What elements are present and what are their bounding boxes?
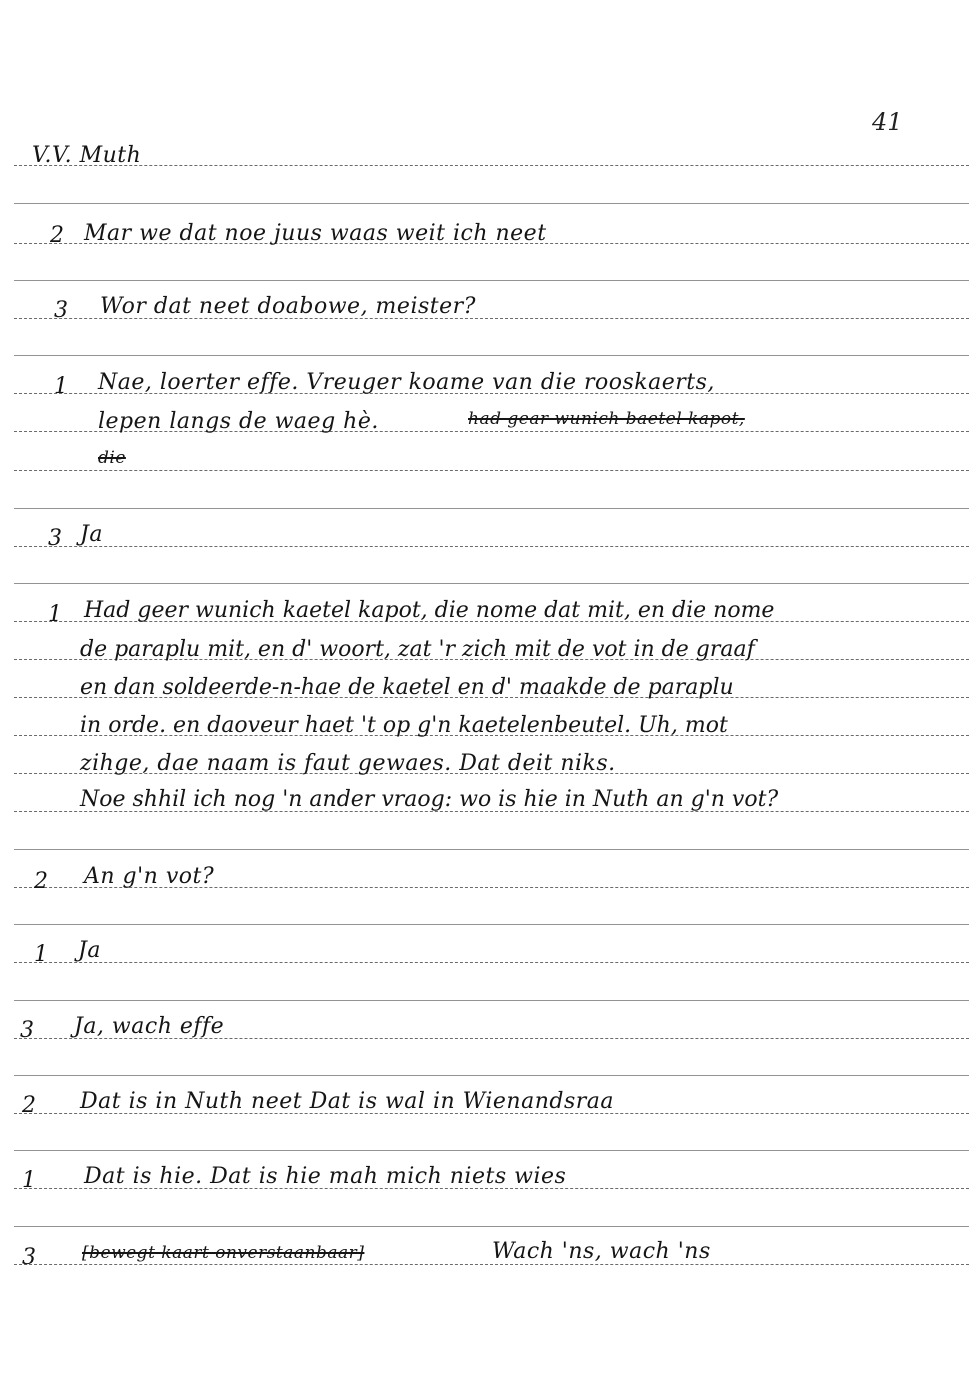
ruled-line bbox=[14, 165, 969, 166]
speaker-number: 1 bbox=[54, 374, 68, 399]
line-text: lepen langs de waeg hè. bbox=[98, 409, 379, 434]
speaker-number: 3 bbox=[22, 1245, 36, 1270]
line-text: in orde. en daoveur haet 't op g'n kaetelenbeutel. Uh, mot bbox=[80, 713, 728, 738]
ruled-line bbox=[14, 1000, 969, 1001]
line-text: Dat is hie. Dat is hie mah mich niets wies bbox=[84, 1164, 567, 1189]
line-text: zihge, dae naam is faut gewaes. Dat deit niks. bbox=[80, 751, 616, 776]
ruled-line bbox=[14, 508, 969, 509]
ruled-line bbox=[14, 583, 969, 584]
ruled-line bbox=[14, 355, 969, 356]
line-text: en dan soldeerde-n-hae de kaetel en d' maakde de paraplu bbox=[80, 675, 734, 700]
header-speaker: V.V. Muth bbox=[32, 143, 142, 168]
speaker-number: 1 bbox=[22, 1168, 36, 1193]
ruled-line bbox=[14, 203, 969, 204]
line-text: Noe shhil ich nog 'n ander vraog: wo is hie in Nuth an g'n vot? bbox=[80, 787, 779, 812]
speaker-number: 1 bbox=[34, 942, 48, 967]
ruled-line bbox=[14, 470, 969, 471]
struck-text: die bbox=[98, 448, 126, 468]
line-text: An g'n vot? bbox=[84, 864, 215, 889]
line-text: Ja, wach effe bbox=[74, 1014, 225, 1039]
ruled-line bbox=[14, 924, 969, 925]
speaker-number: 2 bbox=[50, 223, 64, 248]
line-text: Dat is in Nuth neet Dat is wal in Wienandsraa bbox=[80, 1089, 615, 1114]
line-text: Nae, loerter effe. Vreuger koame van die rooskaerts, bbox=[98, 370, 715, 395]
ruled-line bbox=[14, 962, 969, 963]
page-number: 41 bbox=[872, 108, 903, 136]
line-text: Ja bbox=[80, 522, 103, 547]
speaker-number: 3 bbox=[54, 298, 68, 323]
speaker-number: 2 bbox=[22, 1093, 36, 1118]
ruled-line bbox=[14, 1075, 969, 1076]
ruled-line bbox=[14, 1150, 969, 1151]
ruled-line bbox=[14, 1226, 969, 1227]
speaker-number: 3 bbox=[48, 526, 62, 551]
ruled-line bbox=[14, 849, 969, 850]
struck-text: had gear wunich baetel kapot, bbox=[468, 409, 745, 429]
struck-text: [bewegt kaart onverstaanbaar] bbox=[82, 1243, 365, 1263]
speaker-number: 3 bbox=[20, 1018, 34, 1043]
ruled-line bbox=[14, 546, 969, 547]
line-text: Had geer wunich kaetel kapot, die nome dat mit, en die nome bbox=[84, 598, 775, 623]
line-text: Wach 'ns, wach 'ns bbox=[492, 1239, 711, 1264]
line-text: Wor dat neet doabowe, meister? bbox=[100, 294, 476, 319]
line-text: Ja bbox=[78, 938, 101, 963]
ruled-line bbox=[14, 280, 969, 281]
line-text: Mar we dat noe juus waas weit ich neet bbox=[84, 221, 547, 246]
line-text: de paraplu mit, en d' woort, zat 'r zich mit de vot in de graaf bbox=[80, 637, 755, 662]
speaker-number: 2 bbox=[34, 869, 48, 894]
ruled-line bbox=[14, 1264, 969, 1265]
speaker-number: 1 bbox=[48, 602, 62, 627]
